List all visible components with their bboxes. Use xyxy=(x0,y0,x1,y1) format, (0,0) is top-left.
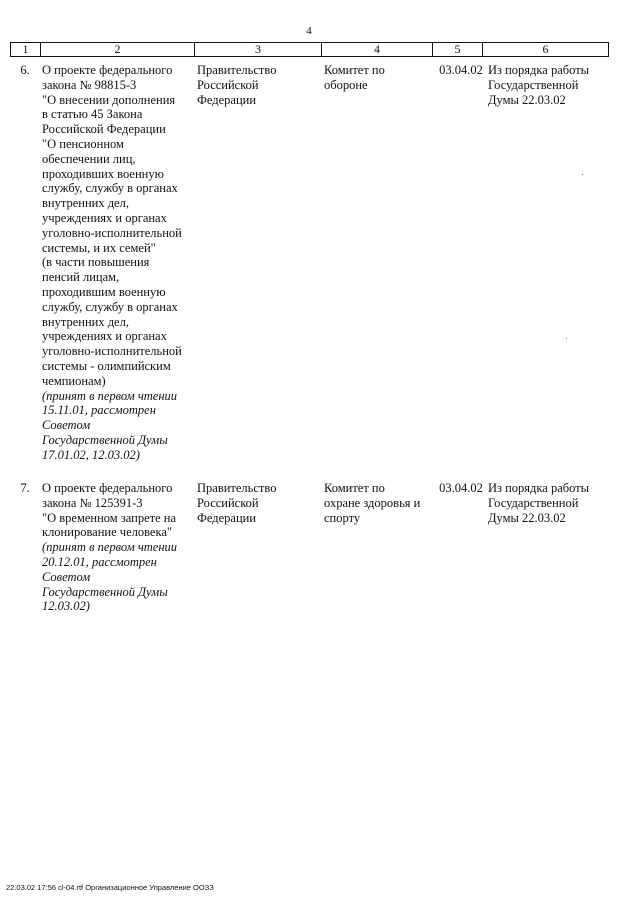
text-line: Российской xyxy=(197,77,259,92)
text-line: внутренних дел, xyxy=(42,314,129,329)
note xyxy=(488,63,608,107)
scan-speck xyxy=(566,338,567,339)
column-1-header: 1 xyxy=(11,43,41,57)
text-line: системы - олимпийским xyxy=(42,358,171,373)
text-line: Правительство xyxy=(197,481,277,495)
text-line: Советом xyxy=(42,569,91,584)
text-line: пенсий лицам, xyxy=(42,270,120,285)
responsible-committee xyxy=(324,63,434,93)
text-line: Государственной xyxy=(488,495,579,510)
text-line: Федерации xyxy=(197,510,257,525)
row-number: 6. xyxy=(20,63,30,77)
text-line: "О временном запрете на xyxy=(42,510,177,525)
column-5-header: 5 xyxy=(433,43,483,57)
text-line: обороне xyxy=(324,77,368,92)
text-line: Федерации xyxy=(197,92,257,107)
text-line: 15.11.01, рассмотрен xyxy=(42,403,156,418)
text-line: О проекте федерального xyxy=(42,481,173,495)
responsible-committee xyxy=(324,481,434,525)
text-line: проходивших военную xyxy=(42,166,164,181)
column-2-header: 2 xyxy=(41,43,195,57)
text-line: внутренних дел, xyxy=(42,196,129,211)
bill-title xyxy=(42,63,192,463)
text-line: обеспечении лиц, xyxy=(42,151,136,166)
review-date: 03.04.02 xyxy=(439,63,483,77)
text-line: (принят в первом чтении xyxy=(42,540,178,555)
text-line: Российской Федерации xyxy=(42,122,166,137)
text-line: Думы 22.03.02 xyxy=(488,92,566,107)
footer-print-info: 22.03.02 17:56 cl-04.rtf Организационное Управление ООЗЗ xyxy=(6,883,214,892)
text-line: Комитет по xyxy=(324,481,385,495)
text-line: службу, службу в органах xyxy=(42,299,178,314)
text-line: О проекте федерального xyxy=(42,63,173,77)
text-line: (в части повышения xyxy=(42,255,150,270)
note xyxy=(488,481,608,525)
text-line: Думы 22.03.02 xyxy=(488,510,566,525)
text-line: Правительство xyxy=(197,63,277,77)
text-line: уголовно-исполнительной xyxy=(42,344,182,359)
column-4-header: 4 xyxy=(322,43,433,57)
review-date: 03.04.02 xyxy=(439,481,483,495)
text-line: закона № 98815-3 xyxy=(42,77,137,92)
text-line: Комитет по xyxy=(324,63,385,77)
column-number-header xyxy=(10,42,609,57)
text-line: Из порядка работы xyxy=(488,63,590,77)
column-6-header: 6 xyxy=(483,43,609,57)
column-3-header: 3 xyxy=(195,43,322,57)
page-number: 4 xyxy=(306,25,312,37)
text-line: охране здоровья и xyxy=(324,495,421,510)
text-line: Государственной Думы xyxy=(42,584,168,599)
text-line: Российской xyxy=(197,495,259,510)
text-line: 17.01.02, 12.03.02) xyxy=(42,447,140,462)
text-line: "О внесении дополнения xyxy=(42,92,176,107)
text-line: "О пенсионном xyxy=(42,136,124,151)
text-line: 12.03.02) xyxy=(42,599,90,614)
text-line: проходившим военную xyxy=(42,284,166,299)
text-line: (принят в первом чтении xyxy=(42,388,178,403)
text-line: клонирование человека" xyxy=(42,525,173,540)
text-line: уголовно-исполнительной xyxy=(42,225,182,240)
text-line: службу, службу в органах xyxy=(42,181,178,196)
bill-title xyxy=(42,481,192,614)
text-line: Советом xyxy=(42,418,91,433)
text-line: спорту xyxy=(324,510,361,525)
text-line: Государственной Думы xyxy=(42,432,168,447)
row-number: 7. xyxy=(20,481,30,495)
text-line: в статью 45 Закона xyxy=(42,107,143,122)
bill-author xyxy=(197,481,321,525)
text-line: системы, и их семей" xyxy=(42,240,156,255)
text-line: Из порядка работы xyxy=(488,481,590,495)
text-line: 20.12.01, рассмотрен xyxy=(42,554,157,569)
bill-author xyxy=(197,63,321,107)
text-line: учреждениях и органах xyxy=(42,210,167,225)
text-line: закона № 125391-3 xyxy=(42,495,143,510)
scan-speck xyxy=(582,174,583,175)
text-line: учреждениях и органах xyxy=(42,329,167,344)
text-line: чемпионам) xyxy=(42,373,106,388)
text-line: Государственной xyxy=(488,77,579,92)
